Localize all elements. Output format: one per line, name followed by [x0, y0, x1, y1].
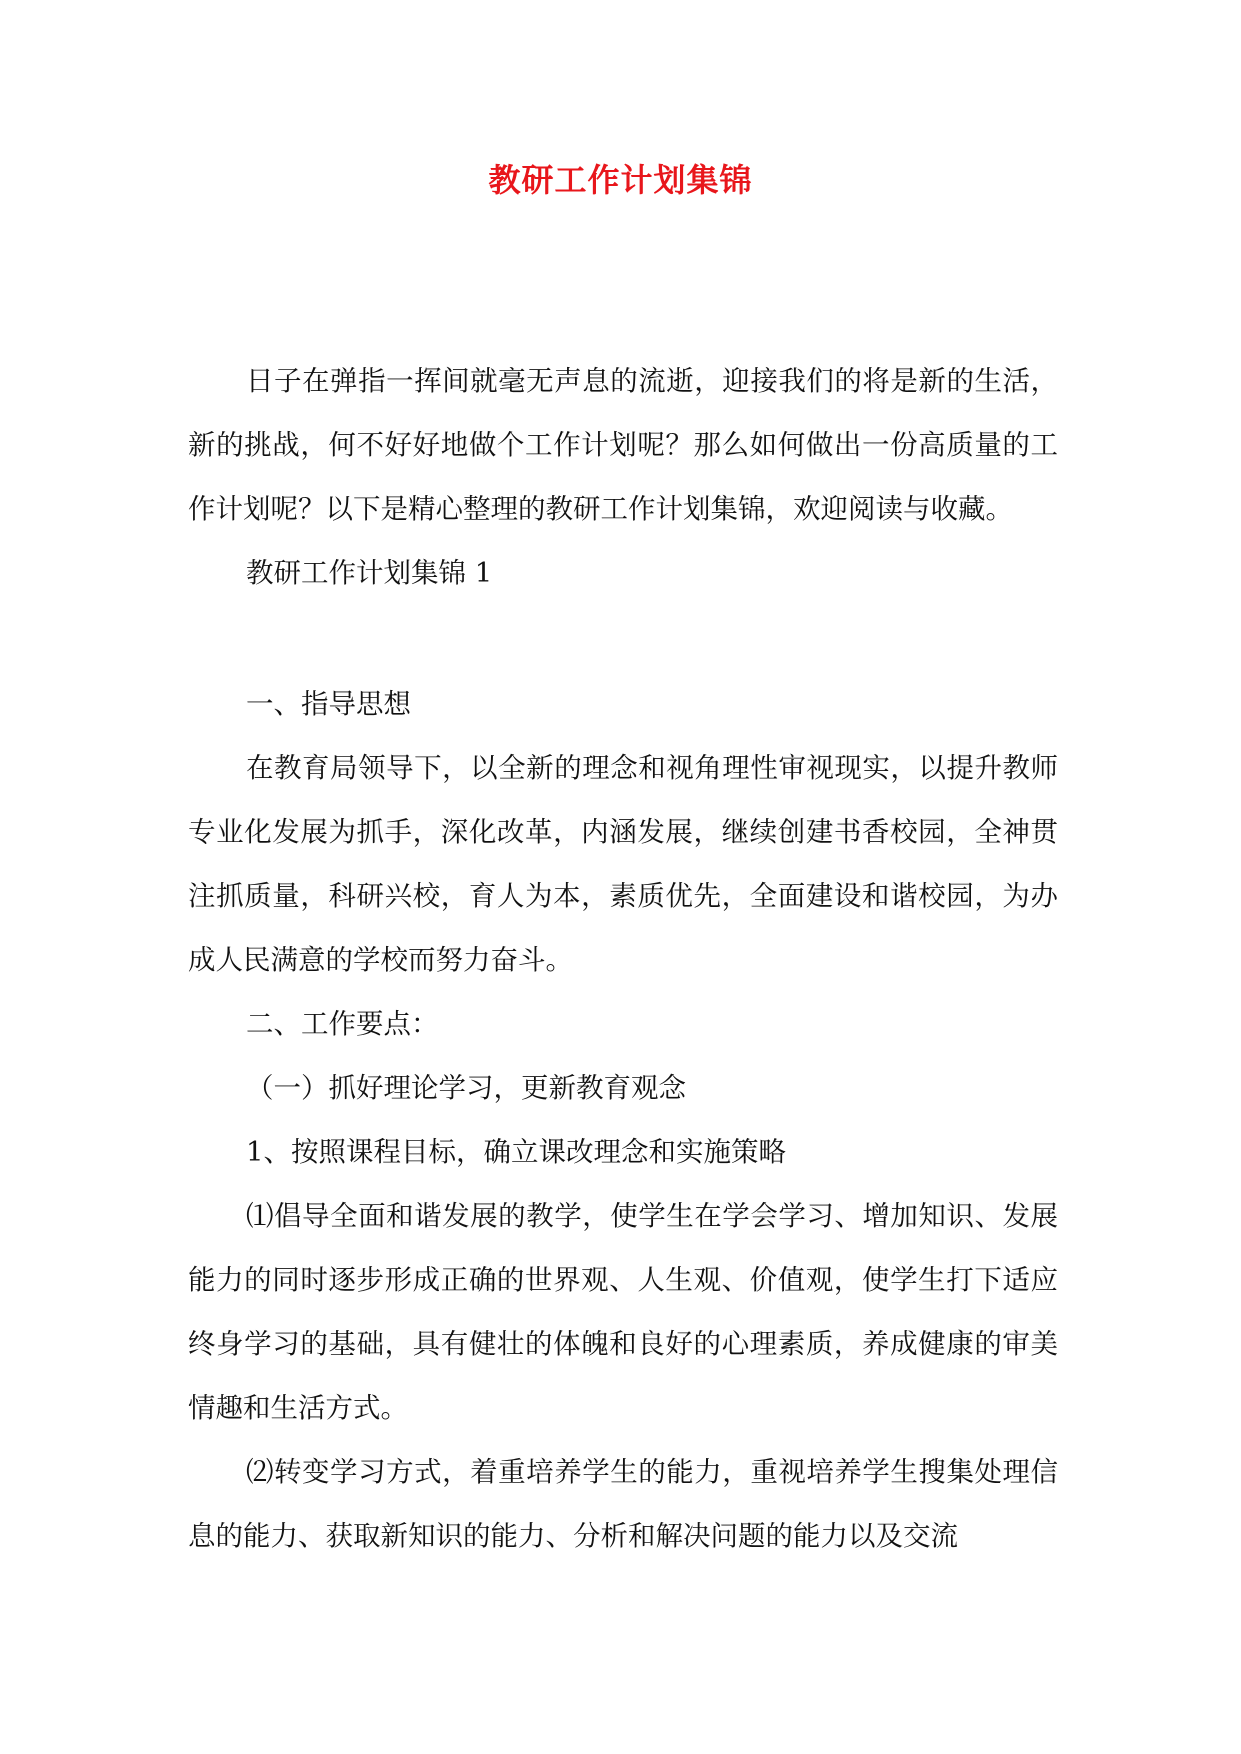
subheading-theory-study: （一）抓好理论学习，更新教育观念 [246, 1072, 686, 1104]
item-learning-methods: ⑵转变学习方式，着重培养学生的能力，重视培养学生搜集处理信息的能力、获取新知识的能力、分析和解决问题的能力以及交流 [188, 1456, 1058, 1552]
document-title: 教研工作计划集锦 [488, 161, 753, 199]
item-holistic-teaching: ⑴倡导全面和谐发展的教学，使学生在学会学习、增加知识、发展能力的同时逐步形成正确的世界观、人生观、价值观，使学生打下适应终身学习的基础，具有健壮的体魄和良好的心理素质，养成健康的审美情趣和生活方式。 [188, 1200, 1058, 1424]
guiding-ideology-paragraph: 在教育局领导下，以全新的理念和视角理性审视现实，以提升教师专业化发展为抓手，深化改革，内涵发展，继续创建书香校园，全神贯注抓质量，科研兴校，育人为本，素质优先，全面建设和谐校园，为办成人民满意的学校而努力奋斗。 [188, 752, 1058, 976]
section-heading-plan-1: 教研工作计划集锦 1 [246, 557, 493, 589]
heading-work-points: 二、工作要点： [246, 1008, 439, 1040]
heading-guiding-ideology: 一、指导思想 [246, 688, 411, 720]
item-curriculum-goals: 1、按照课程目标，确立课改理念和实施策略 [246, 1136, 786, 1168]
intro-paragraph: 日子在弹指一挥间就毫无声息的流逝，迎接我们的将是新的生活，新的挑战，何不好好地做个工作计划呢？那么如何做出一份高质量的工作计划呢？以下是精心整理的教研工作计划集锦，欢迎阅读与收藏。 [188, 365, 1058, 525]
